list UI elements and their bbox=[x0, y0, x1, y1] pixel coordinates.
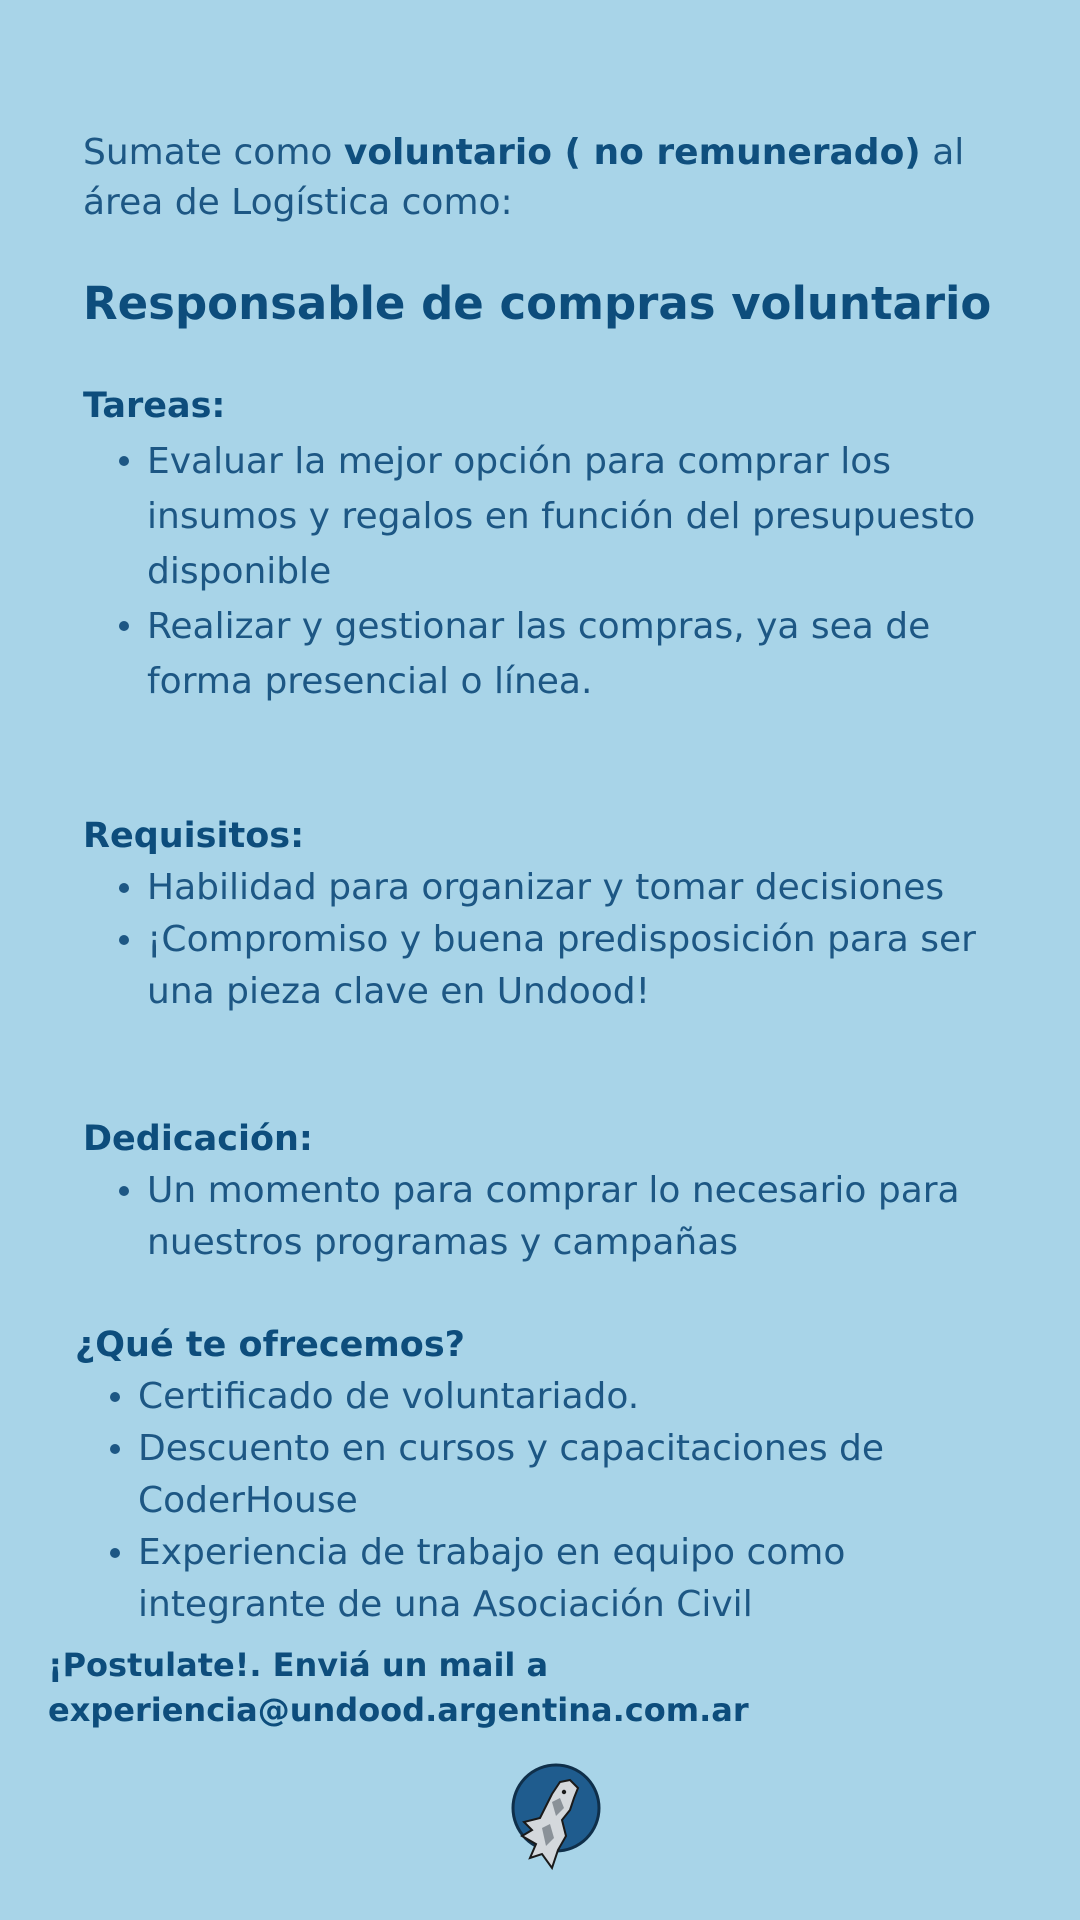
dedicacion-list bbox=[147, 1165, 1027, 1269]
list-item: Certificado de voluntariado. bbox=[138, 1371, 1018, 1423]
list-item: ¡Compromiso y buena predisposición para ser una pieza clave en Undood! bbox=[147, 914, 1027, 1018]
dedicacion-heading: Dedicación: bbox=[83, 1119, 313, 1159]
cta-text: ¡Postulate!. Enviá un mail a bbox=[48, 1646, 549, 1684]
tareas-heading: Tareas: bbox=[83, 386, 226, 426]
tareas-list bbox=[147, 434, 1027, 709]
list-item: Habilidad para organizar y tomar decisiones bbox=[147, 862, 1027, 914]
ofrecemos-heading: ¿Qué te ofrecemos? bbox=[75, 1325, 465, 1365]
list-item: Realizar y gestionar las compras, ya sea de forma presencial o línea. bbox=[147, 599, 1027, 709]
list-item: Experiencia de trabajo en equipo como integrante de una Asociación Civil bbox=[138, 1527, 1018, 1631]
intro-prefix: Sumate como bbox=[83, 132, 344, 173]
contact-email[interactable]: experiencia@undood.argentina.com.ar bbox=[48, 1691, 749, 1729]
howling-wolf-icon bbox=[500, 1758, 606, 1872]
page-title: Responsable de compras voluntario bbox=[83, 277, 992, 330]
ofrecemos-list bbox=[138, 1371, 1018, 1631]
intro-emphasis: voluntario ( no remunerado) bbox=[343, 132, 921, 173]
apply-call-to-action bbox=[48, 1643, 1048, 1733]
undood-logo bbox=[500, 1758, 606, 1872]
list-item: Evaluar la mejor opción para comprar los insumos y regalos en función del presupuesto disponible bbox=[147, 434, 1027, 599]
requisitos-heading: Requisitos: bbox=[83, 816, 305, 856]
list-item: Un momento para comprar lo necesario para nuestros programas y campañas bbox=[147, 1165, 1027, 1269]
intro-text bbox=[83, 128, 1023, 228]
requisitos-list bbox=[147, 862, 1027, 1018]
list-item: Descuento en cursos y capacitaciones de CoderHouse bbox=[138, 1423, 1018, 1527]
intro-suffix: al área de Logística como: bbox=[83, 132, 965, 223]
